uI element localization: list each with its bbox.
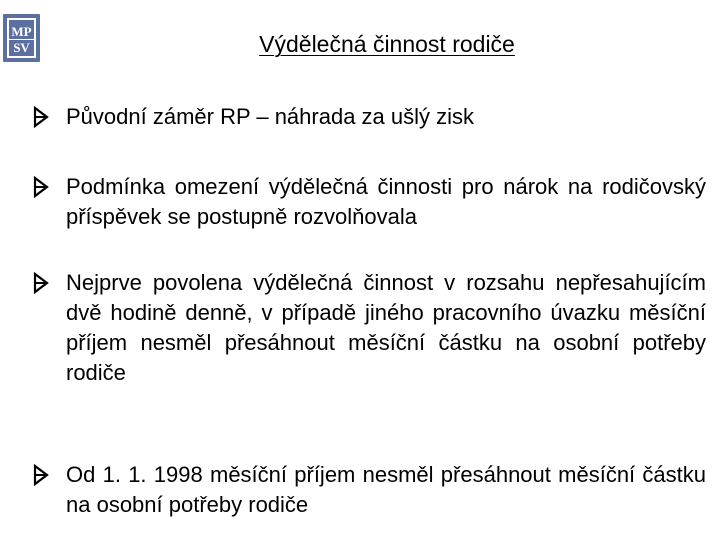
arrow-bullet-icon (32, 102, 56, 132)
bullet-text: Od 1. 1. 1998 měsíční příjem nesměl přesáhnout měsíční částku na osobní potřeby rodiče (66, 462, 706, 517)
logo-text-top: MP (11, 24, 32, 39)
slide-title: Výdělečná činnost rodiče (259, 31, 515, 57)
arrow-bullet-icon (32, 460, 56, 490)
bullet-item (66, 102, 706, 132)
logo-text-bottom: SV (13, 40, 30, 55)
bullet-text: Podmínka omezení výdělečná činnosti pro nárok na rodičovský příspěvek se postupně rozvolňovala (66, 174, 706, 229)
arrow-bullet-icon (32, 268, 56, 298)
bullet-item (66, 268, 706, 388)
bullet-text: Původní záměr RP – náhrada za ušlý zisk (66, 104, 475, 129)
bullet-text: Nejprve povolena výdělečná činnost v rozsahu nepřesahujícím dvě hodině denně, v případě jiného pracovního úvazku měsíční příjem nesměl přesáhnout měsíční částku na osobní potřeby rodiče (66, 270, 706, 385)
arrow-bullet-icon (32, 172, 56, 202)
bullet-item (66, 460, 706, 520)
bullet-item (66, 172, 706, 232)
